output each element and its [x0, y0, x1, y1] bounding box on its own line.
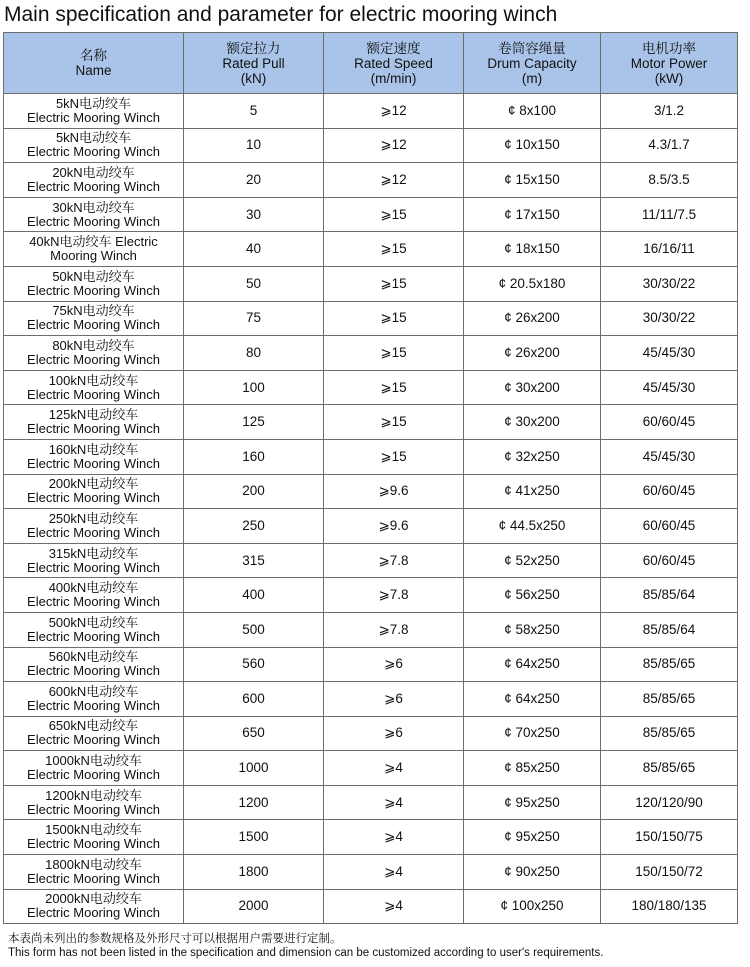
cell-drum-capacity: ¢ 8x100: [464, 94, 601, 129]
cell-motor-power: 60/60/45: [601, 474, 738, 509]
cell-name-zh: 315kN电动绞车: [48, 545, 139, 561]
table-row: [4, 128, 738, 163]
table-row: [4, 232, 738, 267]
cell-drum-capacity: ¢ 17x150: [464, 197, 601, 232]
cell-rated-speed: ⩾15: [324, 439, 464, 474]
cell-motor-power: 85/85/65: [601, 716, 738, 751]
cell-name: [4, 785, 184, 820]
cell-rated-speed: ⩾6: [324, 716, 464, 751]
cell-name: [4, 509, 184, 544]
cell-name-en: Electric Mooring Winch: [27, 767, 160, 783]
cell-motor-power: 85/85/64: [601, 578, 738, 613]
cell-rated-speed: ⩾15: [324, 266, 464, 301]
cell-name-zh: 1800kN电动绞车: [45, 856, 142, 872]
cell-name-en: Electric Mooring Winch: [27, 351, 160, 367]
table-row: [4, 647, 738, 682]
cell-drum-capacity: ¢ 64x250: [464, 682, 601, 717]
table-row: [4, 578, 738, 613]
table-row: [4, 336, 738, 371]
cell-motor-power: 16/16/11: [601, 232, 738, 267]
table-row: [4, 612, 738, 647]
cell-name-zh: 1000kN电动绞车: [45, 753, 142, 769]
cell-motor-power: 120/120/90: [601, 785, 738, 820]
cell-drum-capacity: ¢ 64x250: [464, 647, 601, 682]
cell-motor-power: 45/45/30: [601, 370, 738, 405]
cell-motor-power: 60/60/45: [601, 509, 738, 544]
cell-name: [4, 474, 184, 509]
cell-name-en: Electric Mooring Winch: [27, 732, 160, 748]
cell-drum-capacity: ¢ 95x250: [464, 820, 601, 855]
cell-rated-pull: 80: [184, 336, 324, 371]
cell-drum-capacity: ¢ 95x250: [464, 785, 601, 820]
cell-name-en: Electric Mooring Winch: [27, 386, 160, 402]
cell-rated-pull: 315: [184, 543, 324, 578]
table-row: [4, 370, 738, 405]
cell-name: [4, 94, 184, 129]
header-motor-power: [601, 33, 738, 94]
cell-rated-pull: 400: [184, 578, 324, 613]
cell-name: [4, 647, 184, 682]
header-drum-capacity: [464, 33, 601, 94]
cell-drum-capacity: ¢ 18x150: [464, 232, 601, 267]
table-row: [4, 197, 738, 232]
cell-rated-pull: 160: [184, 439, 324, 474]
header-row: [4, 33, 738, 94]
cell-name-en: Electric Mooring Winch: [27, 178, 160, 194]
cell-rated-pull: 200: [184, 474, 324, 509]
cell-drum-capacity: ¢ 15x150: [464, 163, 601, 198]
cell-name: [4, 889, 184, 924]
header-unit: (kN): [240, 70, 267, 86]
cell-rated-speed: ⩾4: [324, 855, 464, 890]
cell-name-zh: 200kN电动绞车: [48, 476, 139, 492]
cell-name: [4, 612, 184, 647]
cell-rated-speed: ⩾15: [324, 197, 464, 232]
cell-drum-capacity: ¢ 41x250: [464, 474, 601, 509]
header-label-zh: 额定速度: [366, 40, 421, 56]
cell-motor-power: 4.3/1.7: [601, 128, 738, 163]
header-label-en: Rated Speed: [354, 55, 433, 71]
cell-rated-pull: 1800: [184, 855, 324, 890]
cell-name: [4, 439, 184, 474]
cell-motor-power: 11/11/7.5: [601, 197, 738, 232]
cell-name: [4, 370, 184, 405]
cell-name-zh: 600kN电动绞车: [48, 683, 139, 699]
table-row: [4, 94, 738, 129]
cell-name-en: Electric Mooring Winch: [27, 870, 160, 886]
cell-name-en: Mooring Winch: [50, 248, 137, 264]
cell-rated-pull: 560: [184, 647, 324, 682]
cell-rated-speed: ⩾9.6: [324, 474, 464, 509]
spec-table: [3, 32, 738, 924]
cell-motor-power: 150/150/72: [601, 855, 738, 890]
cell-name-en: Electric Mooring Winch: [27, 144, 160, 160]
cell-rated-speed: ⩾9.6: [324, 509, 464, 544]
cell-name-en: Electric Mooring Winch: [27, 317, 160, 333]
cell-motor-power: 8.5/3.5: [601, 163, 738, 198]
cell-rated-pull: 250: [184, 509, 324, 544]
cell-drum-capacity: ¢ 52x250: [464, 543, 601, 578]
cell-name-zh: 250kN电动绞车: [48, 510, 139, 526]
cell-rated-speed: ⩾7.8: [324, 543, 464, 578]
cell-rated-pull: 600: [184, 682, 324, 717]
cell-name-zh: 500kN电动绞车: [48, 614, 139, 630]
cell-rated-speed: ⩾4: [324, 889, 464, 924]
cell-name: [4, 163, 184, 198]
cell-name-en: Electric Mooring Winch: [27, 697, 160, 713]
footnote-en: This form has not been listed in the specification and dimension can be customized according to user's requirements.: [8, 947, 604, 959]
cell-rated-pull: 2000: [184, 889, 324, 924]
cell-name-en: Electric Mooring Winch: [27, 663, 160, 679]
cell-name: [4, 336, 184, 371]
header-label-zh: 名称: [80, 48, 107, 63]
cell-name-zh: 100kN电动绞车: [48, 372, 139, 388]
cell-drum-capacity: ¢ 26x200: [464, 301, 601, 336]
cell-name-en: Electric Mooring Winch: [27, 282, 160, 298]
cell-name-zh: 2000kN电动绞车: [45, 891, 142, 907]
cell-motor-power: 85/85/65: [601, 751, 738, 786]
cell-rated-pull: 5: [184, 94, 324, 129]
cell-drum-capacity: ¢ 30x200: [464, 370, 601, 405]
cell-rated-pull: 650: [184, 716, 324, 751]
cell-rated-speed: ⩾12: [324, 128, 464, 163]
footnote-zh: 本表尚未列出的参数规格及外形尺寸可以根据用户需要进行定制。: [8, 933, 342, 945]
cell-name-zh: 650kN电动绞车: [48, 718, 139, 734]
cell-name-en: Electric Mooring Winch: [27, 421, 160, 437]
cell-motor-power: 60/60/45: [601, 543, 738, 578]
cell-drum-capacity: ¢ 90x250: [464, 855, 601, 890]
cell-drum-capacity: ¢ 44.5x250: [464, 509, 601, 544]
cell-name-en: Electric Mooring Winch: [27, 524, 160, 540]
cell-drum-capacity: ¢ 58x250: [464, 612, 601, 647]
header-label-zh: 电机功率: [642, 40, 696, 56]
header-name: [4, 33, 184, 94]
cell-name-zh: 50kN电动绞车: [52, 268, 135, 284]
cell-name-zh: 125kN电动绞车: [48, 407, 139, 423]
cell-motor-power: 85/85/64: [601, 612, 738, 647]
cell-rated-speed: ⩾15: [324, 232, 464, 267]
cell-name: [4, 682, 184, 717]
cell-rated-pull: 500: [184, 612, 324, 647]
cell-name-zh: 75kN电动绞车: [52, 303, 135, 319]
table-row: [4, 820, 738, 855]
cell-rated-pull: 1500: [184, 820, 324, 855]
cell-rated-pull: 50: [184, 266, 324, 301]
table-row: [4, 785, 738, 820]
header-rated-speed: [324, 33, 464, 94]
table-row: [4, 301, 738, 336]
header-label-zh: 额定拉力: [226, 40, 281, 56]
cell-rated-pull: 75: [184, 301, 324, 336]
table-row: [4, 889, 738, 924]
cell-rated-pull: 125: [184, 405, 324, 440]
cell-name-zh: 40kN电动绞车 Electric: [29, 234, 158, 250]
cell-name-zh: 1200kN电动绞车: [45, 787, 142, 803]
header-label-en: Rated Pull: [222, 55, 285, 71]
cell-name-en: Electric Mooring Winch: [27, 213, 160, 229]
cell-name: [4, 197, 184, 232]
header-rated-pull: [184, 33, 324, 94]
cell-rated-speed: ⩾6: [324, 682, 464, 717]
cell-name-en: Electric Mooring Winch: [27, 628, 160, 644]
cell-drum-capacity: ¢ 20.5x180: [464, 266, 601, 301]
cell-rated-pull: 10: [184, 128, 324, 163]
header-unit: (kW): [654, 70, 684, 86]
cell-motor-power: 45/45/30: [601, 336, 738, 371]
cell-drum-capacity: ¢ 56x250: [464, 578, 601, 613]
cell-rated-speed: ⩾7.8: [324, 612, 464, 647]
cell-rated-speed: ⩾15: [324, 301, 464, 336]
cell-name-en: Electric Mooring Winch: [27, 801, 160, 817]
cell-drum-capacity: ¢ 32x250: [464, 439, 601, 474]
cell-name-zh: 1500kN电动绞车: [45, 822, 142, 838]
cell-name-en: Electric Mooring Winch: [27, 836, 160, 852]
cell-motor-power: 3/1.2: [601, 94, 738, 129]
table-row: [4, 405, 738, 440]
cell-name: [4, 232, 184, 267]
cell-name-en: Electric Mooring Winch: [27, 559, 160, 575]
table-row: [4, 716, 738, 751]
cell-motor-power: 45/45/30: [601, 439, 738, 474]
cell-name-en: Electric Mooring Winch: [27, 109, 160, 125]
cell-rated-pull: 40: [184, 232, 324, 267]
cell-name-zh: 20kN电动绞车: [52, 164, 135, 180]
cell-rated-speed: ⩾4: [324, 820, 464, 855]
cell-drum-capacity: ¢ 30x200: [464, 405, 601, 440]
cell-rated-speed: ⩾4: [324, 751, 464, 786]
cell-name-zh: 560kN电动绞车: [48, 649, 139, 665]
table-row: [4, 543, 738, 578]
header-label-en: Name: [75, 63, 112, 78]
header-unit: (m): [521, 70, 543, 86]
cell-drum-capacity: ¢ 26x200: [464, 336, 601, 371]
cell-rated-speed: ⩾15: [324, 405, 464, 440]
cell-name: [4, 266, 184, 301]
cell-name: [4, 820, 184, 855]
header-label-en: Drum Capacity: [487, 55, 577, 71]
table-row: [4, 163, 738, 198]
table-row: [4, 855, 738, 890]
cell-drum-capacity: ¢ 70x250: [464, 716, 601, 751]
cell-motor-power: 30/30/22: [601, 301, 738, 336]
table-row: [4, 474, 738, 509]
cell-drum-capacity: ¢ 85x250: [464, 751, 601, 786]
cell-name-zh: 5kN电动绞车: [55, 95, 132, 111]
cell-motor-power: 180/180/135: [601, 889, 738, 924]
page-title: Main specification and parameter for electric mooring winch: [4, 3, 558, 26]
table-row: [4, 682, 738, 717]
cell-motor-power: 85/85/65: [601, 647, 738, 682]
cell-name: [4, 128, 184, 163]
cell-name: [4, 543, 184, 578]
cell-name-zh: 160kN电动绞车: [48, 441, 139, 457]
cell-rated-speed: ⩾12: [324, 94, 464, 129]
cell-name: [4, 751, 184, 786]
cell-name-en: Electric Mooring Winch: [27, 455, 160, 471]
cell-name: [4, 301, 184, 336]
cell-name: [4, 578, 184, 613]
cell-rated-speed: ⩾15: [324, 370, 464, 405]
cell-name-en: Electric Mooring Winch: [27, 905, 160, 921]
cell-rated-pull: 1200: [184, 785, 324, 820]
cell-name-zh: 80kN电动绞车: [52, 337, 135, 353]
cell-name: [4, 405, 184, 440]
cell-name-zh: 30kN电动绞车: [52, 199, 135, 215]
cell-name: [4, 855, 184, 890]
cell-rated-pull: 30: [184, 197, 324, 232]
cell-motor-power: 150/150/75: [601, 820, 738, 855]
cell-rated-speed: ⩾15: [324, 336, 464, 371]
cell-drum-capacity: ¢ 100x250: [464, 889, 601, 924]
cell-rated-speed: ⩾12: [324, 163, 464, 198]
cell-rated-speed: ⩾4: [324, 785, 464, 820]
cell-motor-power: 85/85/65: [601, 682, 738, 717]
cell-name-zh: 5kN电动绞车: [55, 130, 132, 146]
cell-rated-pull: 20: [184, 163, 324, 198]
cell-name-zh: 400kN电动绞车: [48, 580, 139, 596]
header-label-zh: 卷筒容绳量: [498, 40, 566, 56]
cell-rated-speed: ⩾7.8: [324, 578, 464, 613]
cell-name-en: Electric Mooring Winch: [27, 594, 160, 610]
cell-rated-pull: 100: [184, 370, 324, 405]
cell-motor-power: 60/60/45: [601, 405, 738, 440]
table-body: [4, 94, 738, 924]
footnote: [8, 932, 603, 960]
header-unit: (m/min): [370, 70, 417, 86]
table-row: [4, 509, 738, 544]
cell-name: [4, 716, 184, 751]
cell-rated-pull: 1000: [184, 751, 324, 786]
table-header: [4, 33, 738, 94]
cell-name-en: Electric Mooring Winch: [27, 490, 160, 506]
cell-drum-capacity: ¢ 10x150: [464, 128, 601, 163]
cell-motor-power: 30/30/22: [601, 266, 738, 301]
header-label-en: Motor Power: [630, 55, 708, 71]
table-row: [4, 751, 738, 786]
table-row: [4, 266, 738, 301]
cell-rated-speed: ⩾6: [324, 647, 464, 682]
table-row: [4, 439, 738, 474]
